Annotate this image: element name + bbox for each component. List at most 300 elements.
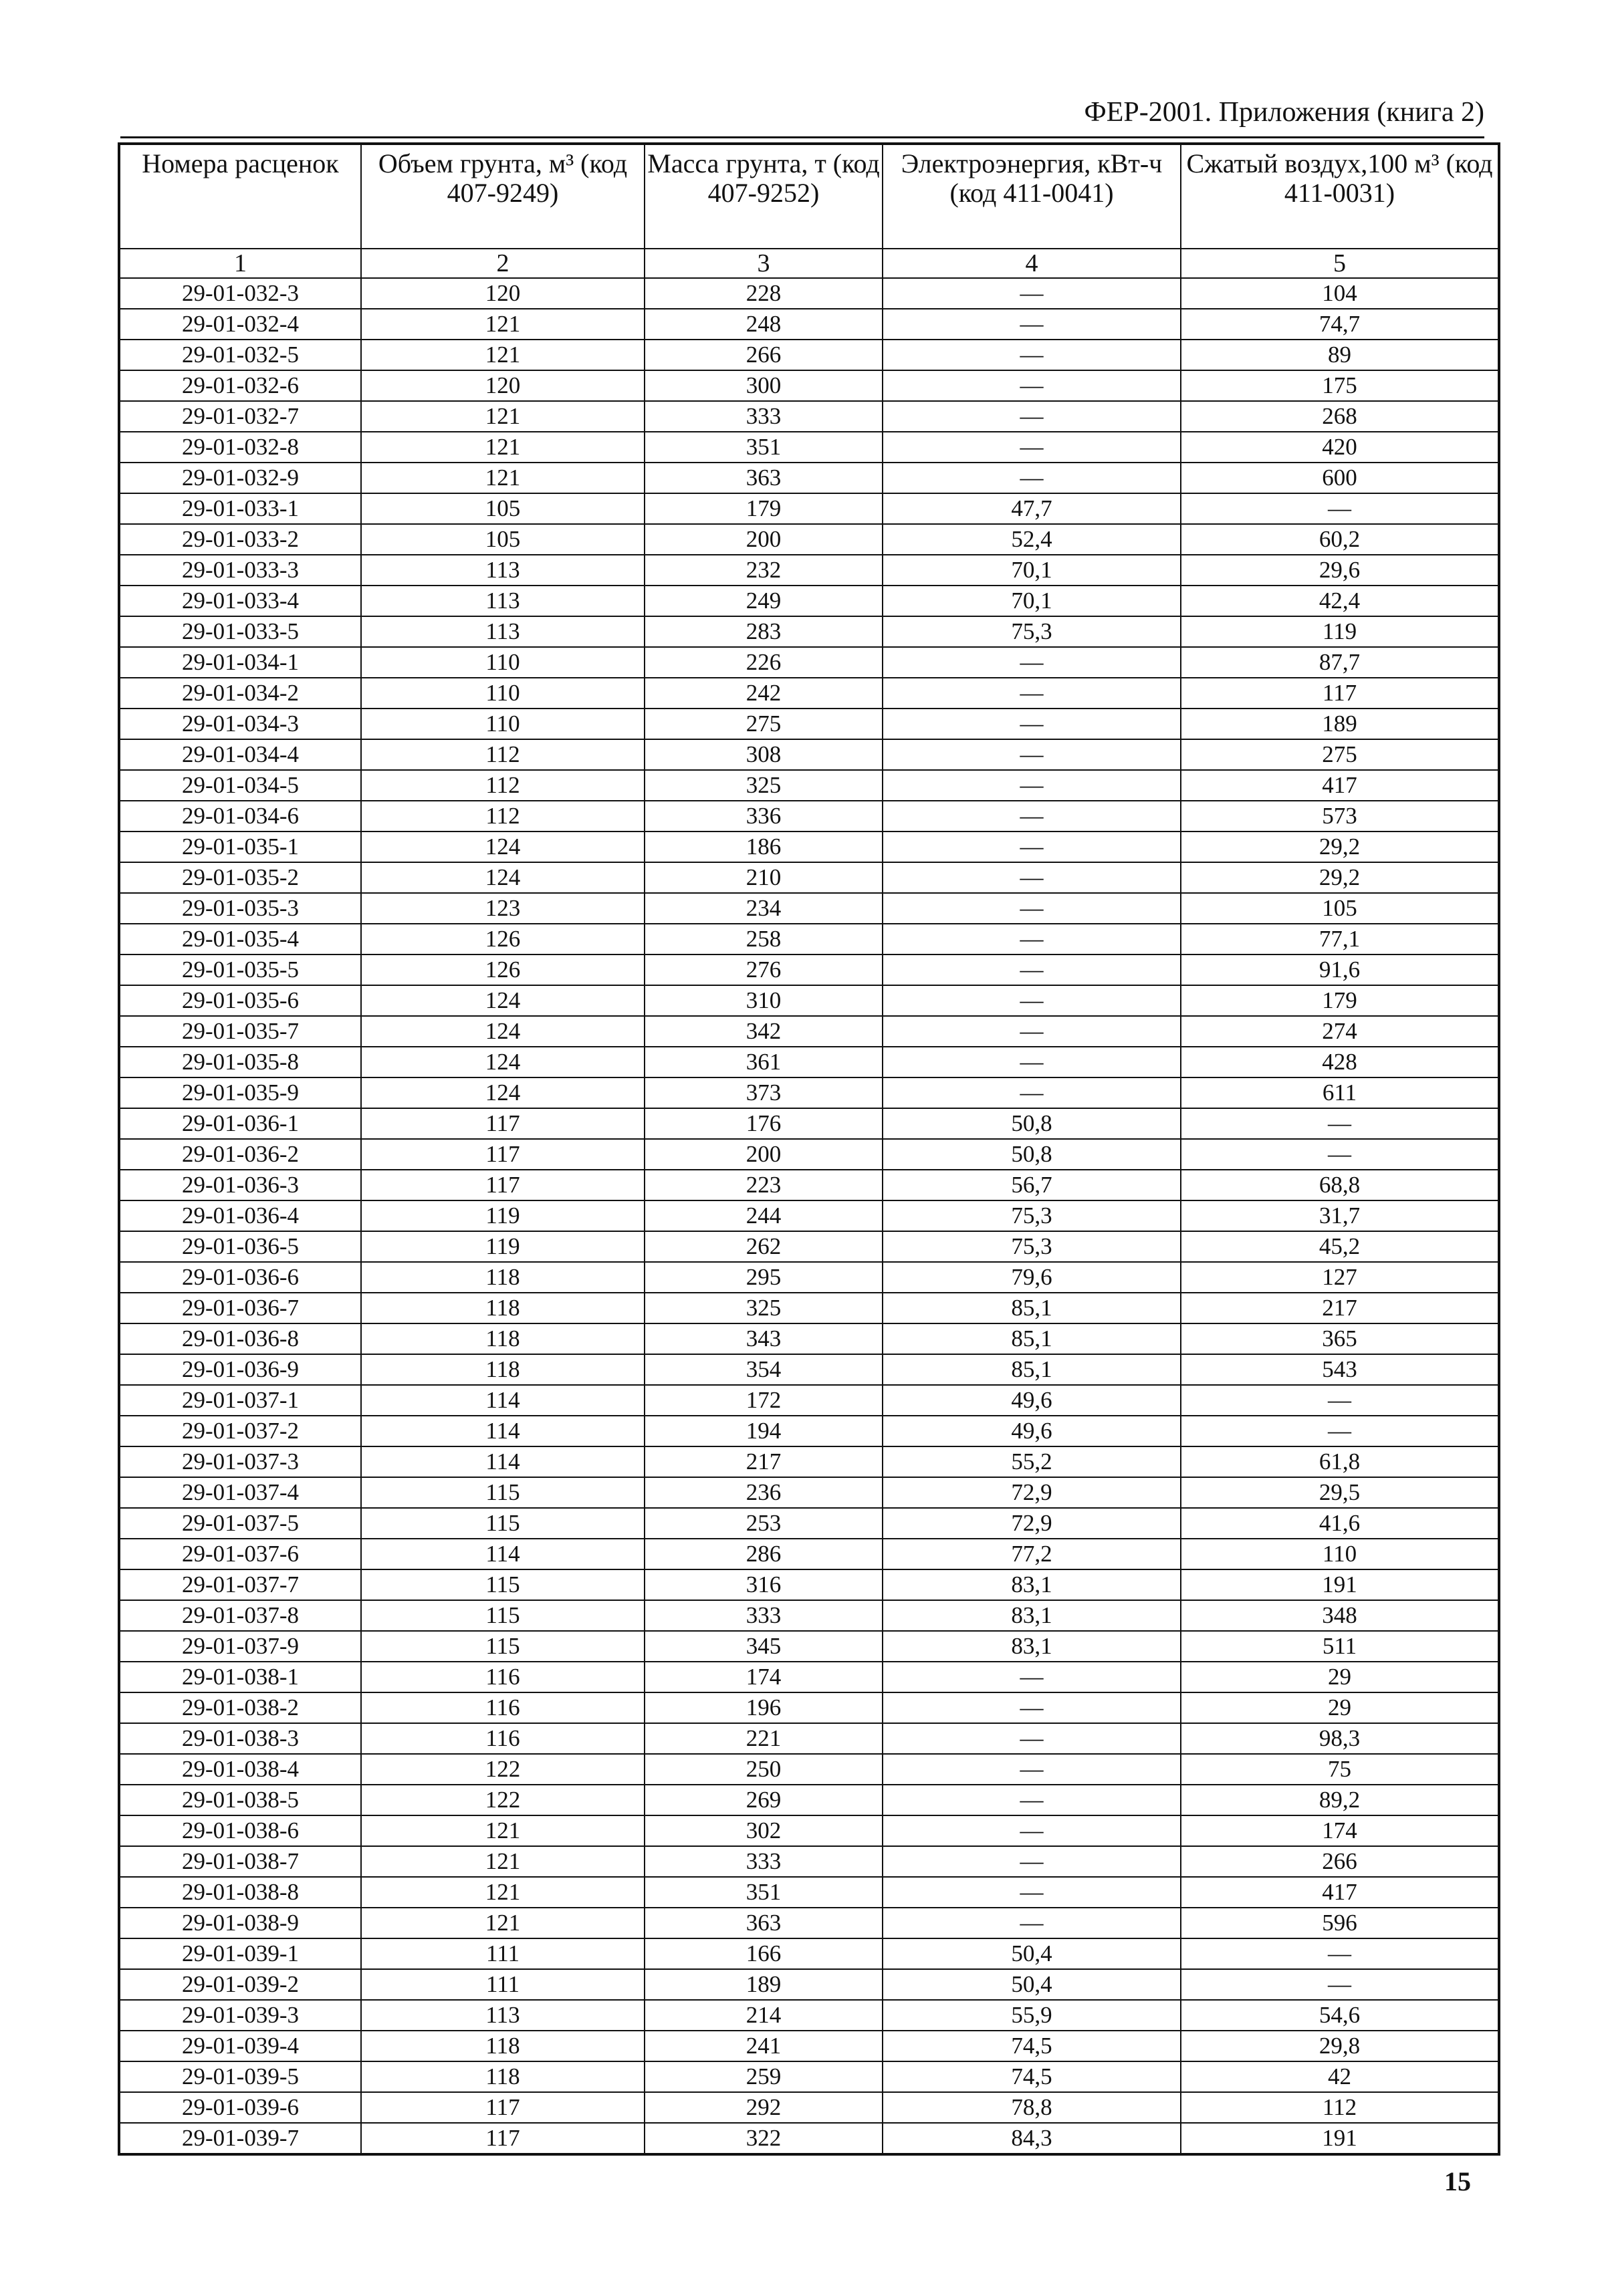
rate-code-cell: 29-01-038-6 <box>119 1815 361 1846</box>
table-row <box>119 678 1499 709</box>
soil-mass-cell: 248 <box>645 309 883 340</box>
soil-mass-cell: 200 <box>645 1139 883 1170</box>
electricity-cell: — <box>883 954 1181 985</box>
table-row <box>119 862 1499 893</box>
compressed-air-cell: 41,6 <box>1181 1508 1499 1539</box>
electricity-cell: — <box>883 1692 1181 1723</box>
compressed-air-cell: 127 <box>1181 1262 1499 1293</box>
soil-mass-cell: 172 <box>645 1385 883 1416</box>
soil-volume-cell: 118 <box>361 1262 645 1293</box>
soil-volume-cell: 121 <box>361 340 645 370</box>
soil-mass-cell: 262 <box>645 1231 883 1262</box>
electricity-cell: 49,6 <box>883 1416 1181 1446</box>
compressed-air-cell: — <box>1181 1969 1499 2000</box>
compressed-air-cell: 98,3 <box>1181 1723 1499 1754</box>
compressed-air-cell: 74,7 <box>1181 309 1499 340</box>
table-row <box>119 770 1499 801</box>
table-row <box>119 1477 1499 1508</box>
compressed-air-cell: 511 <box>1181 1631 1499 1662</box>
compressed-air-cell: — <box>1181 1139 1499 1170</box>
table-row <box>119 432 1499 463</box>
rate-code-cell: 29-01-037-1 <box>119 1385 361 1416</box>
compressed-air-cell: 89,2 <box>1181 1785 1499 1815</box>
rate-code-cell: 29-01-038-7 <box>119 1846 361 1877</box>
table-row <box>119 1262 1499 1293</box>
electricity-cell: 49,6 <box>883 1385 1181 1416</box>
table-row <box>119 1385 1499 1416</box>
compressed-air-cell: — <box>1181 1385 1499 1416</box>
soil-volume-cell: 124 <box>361 985 645 1016</box>
rate-code-cell: 29-01-037-5 <box>119 1508 361 1539</box>
compressed-air-cell: 29,5 <box>1181 1477 1499 1508</box>
header-rate-numbers: Номера расценок <box>119 144 361 249</box>
soil-mass-cell: 200 <box>645 524 883 555</box>
soil-mass-cell: 196 <box>645 1692 883 1723</box>
rate-code-cell: 29-01-034-3 <box>119 709 361 739</box>
soil-mass-cell: 325 <box>645 770 883 801</box>
compressed-air-cell: 274 <box>1181 1016 1499 1047</box>
soil-volume-cell: 124 <box>361 1016 645 1047</box>
rate-code-cell: 29-01-039-1 <box>119 1938 361 1969</box>
soil-mass-cell: 236 <box>645 1477 883 1508</box>
soil-mass-cell: 275 <box>645 709 883 739</box>
rate-code-cell: 29-01-032-6 <box>119 370 361 401</box>
electricity-cell: — <box>883 1047 1181 1077</box>
table-row <box>119 893 1499 924</box>
rate-code-cell: 29-01-039-6 <box>119 2092 361 2123</box>
soil-volume-cell: 116 <box>361 1662 645 1692</box>
soil-volume-cell: 118 <box>361 1323 645 1354</box>
rate-code-cell: 29-01-033-2 <box>119 524 361 555</box>
table-row <box>119 401 1499 432</box>
soil-mass-cell: 223 <box>645 1170 883 1200</box>
table-row <box>119 832 1499 862</box>
header-compressed-air: Сжатый воздух,100 м³ (код 411-0031) <box>1181 144 1499 249</box>
electricity-cell: 85,1 <box>883 1293 1181 1323</box>
electricity-cell: — <box>883 1077 1181 1108</box>
table-row <box>119 493 1499 524</box>
soil-volume-cell: 110 <box>361 647 645 678</box>
rate-code-cell: 29-01-036-4 <box>119 1200 361 1231</box>
header-title: ФЕР-2001. Приложения (книга 2) <box>1084 97 1484 128</box>
rate-code-cell: 29-01-032-7 <box>119 401 361 432</box>
rate-code-cell: 29-01-036-1 <box>119 1108 361 1139</box>
compressed-air-cell: 428 <box>1181 1047 1499 1077</box>
electricity-cell: — <box>883 432 1181 463</box>
rate-code-cell: 29-01-036-6 <box>119 1262 361 1293</box>
table-row <box>119 1170 1499 1200</box>
table-row <box>119 1631 1499 1662</box>
table-row <box>119 1231 1499 1262</box>
soil-mass-cell: 286 <box>645 1539 883 1569</box>
table-row <box>119 555 1499 586</box>
compressed-air-cell: 117 <box>1181 678 1499 709</box>
table-row <box>119 1723 1499 1754</box>
compressed-air-cell: 42,4 <box>1181 586 1499 616</box>
soil-mass-cell: 249 <box>645 586 883 616</box>
soil-volume-cell: 115 <box>361 1508 645 1539</box>
electricity-cell: — <box>883 862 1181 893</box>
rate-code-cell: 29-01-037-9 <box>119 1631 361 1662</box>
soil-volume-cell: 121 <box>361 432 645 463</box>
electricity-cell: — <box>883 832 1181 862</box>
compressed-air-cell: — <box>1181 1416 1499 1446</box>
electricity-cell: 77,2 <box>883 1539 1181 1569</box>
rate-code-cell: 29-01-032-3 <box>119 278 361 309</box>
soil-mass-cell: 234 <box>645 893 883 924</box>
compressed-air-cell: 275 <box>1181 739 1499 770</box>
header-electricity: Электроэнергия, кВт-ч (код 411-0041) <box>883 144 1181 249</box>
electricity-cell: — <box>883 893 1181 924</box>
electricity-cell: 74,5 <box>883 2031 1181 2061</box>
compressed-air-cell: 191 <box>1181 2123 1499 2154</box>
table-row <box>119 370 1499 401</box>
soil-mass-cell: 189 <box>645 1969 883 2000</box>
soil-volume-cell: 121 <box>361 1815 645 1846</box>
table-row <box>119 340 1499 370</box>
table-row <box>119 1908 1499 1938</box>
table-row <box>119 1354 1499 1385</box>
electricity-cell: — <box>883 647 1181 678</box>
electricity-cell: 72,9 <box>883 1477 1181 1508</box>
rate-code-cell: 29-01-037-7 <box>119 1569 361 1600</box>
soil-mass-cell: 210 <box>645 862 883 893</box>
compressed-air-cell: 29,2 <box>1181 832 1499 862</box>
table-row <box>119 1877 1499 1908</box>
electricity-cell: — <box>883 709 1181 739</box>
soil-mass-cell: 214 <box>645 2000 883 2031</box>
soil-volume-cell: 118 <box>361 1354 645 1385</box>
soil-volume-cell: 126 <box>361 924 645 954</box>
soil-volume-cell: 117 <box>361 2123 645 2154</box>
compressed-air-cell: 119 <box>1181 616 1499 647</box>
soil-mass-cell: 316 <box>645 1569 883 1600</box>
table-row <box>119 524 1499 555</box>
rate-code-cell: 29-01-039-3 <box>119 2000 361 2031</box>
column-number: 1 <box>119 249 361 278</box>
compressed-air-cell: 417 <box>1181 770 1499 801</box>
rate-code-cell: 29-01-036-7 <box>119 1293 361 1323</box>
soil-volume-cell: 122 <box>361 1754 645 1785</box>
electricity-cell: 84,3 <box>883 2123 1181 2154</box>
soil-volume-cell: 120 <box>361 370 645 401</box>
compressed-air-cell: 31,7 <box>1181 1200 1499 1231</box>
compressed-air-cell: 61,8 <box>1181 1446 1499 1477</box>
soil-volume-cell: 105 <box>361 493 645 524</box>
rate-code-cell: 29-01-035-1 <box>119 832 361 862</box>
table-row <box>119 1323 1499 1354</box>
rate-code-cell: 29-01-035-7 <box>119 1016 361 1047</box>
electricity-cell: — <box>883 1785 1181 1815</box>
table-row <box>119 709 1499 739</box>
soil-mass-cell: 308 <box>645 739 883 770</box>
table-row <box>119 1200 1499 1231</box>
soil-volume-cell: 124 <box>361 1047 645 1077</box>
soil-volume-cell: 126 <box>361 954 645 985</box>
table-row <box>119 1508 1499 1539</box>
compressed-air-cell: 217 <box>1181 1293 1499 1323</box>
soil-volume-cell: 111 <box>361 1938 645 1969</box>
electricity-cell: 50,8 <box>883 1108 1181 1139</box>
electricity-cell: 50,8 <box>883 1139 1181 1170</box>
soil-mass-cell: 176 <box>645 1108 883 1139</box>
soil-volume-cell: 116 <box>361 1692 645 1723</box>
soil-volume-cell: 123 <box>361 893 645 924</box>
compressed-air-cell: 87,7 <box>1181 647 1499 678</box>
table-row <box>119 2000 1499 2031</box>
table-row <box>119 1815 1499 1846</box>
compressed-air-cell: 45,2 <box>1181 1231 1499 1262</box>
compressed-air-cell: 75 <box>1181 1754 1499 1785</box>
rate-code-cell: 29-01-033-1 <box>119 493 361 524</box>
soil-volume-cell: 105 <box>361 524 645 555</box>
rate-code-cell: 29-01-038-5 <box>119 1785 361 1815</box>
electricity-cell: 70,1 <box>883 555 1181 586</box>
rate-code-cell: 29-01-039-5 <box>119 2061 361 2092</box>
electricity-cell: 85,1 <box>883 1323 1181 1354</box>
rate-code-cell: 29-01-039-4 <box>119 2031 361 2061</box>
compressed-air-cell: 89 <box>1181 340 1499 370</box>
soil-volume-cell: 113 <box>361 2000 645 2031</box>
rate-code-cell: 29-01-035-2 <box>119 862 361 893</box>
rate-code-cell: 29-01-039-7 <box>119 2123 361 2154</box>
electricity-cell: 70,1 <box>883 586 1181 616</box>
soil-volume-cell: 114 <box>361 1446 645 1477</box>
compressed-air-cell: 104 <box>1181 278 1499 309</box>
compressed-air-cell: 268 <box>1181 401 1499 432</box>
electricity-cell: 52,4 <box>883 524 1181 555</box>
soil-volume-cell: 124 <box>361 862 645 893</box>
column-number: 2 <box>361 249 645 278</box>
electricity-cell: 78,8 <box>883 2092 1181 2123</box>
rate-code-cell: 29-01-038-8 <box>119 1877 361 1908</box>
table-row <box>119 1754 1499 1785</box>
soil-mass-cell: 244 <box>645 1200 883 1231</box>
soil-mass-cell: 300 <box>645 370 883 401</box>
soil-mass-cell: 241 <box>645 2031 883 2061</box>
compressed-air-cell: 29 <box>1181 1662 1499 1692</box>
table-row <box>119 1293 1499 1323</box>
electricity-cell: — <box>883 1754 1181 1785</box>
soil-mass-cell: 259 <box>645 2061 883 2092</box>
soil-volume-cell: 113 <box>361 586 645 616</box>
soil-mass-cell: 221 <box>645 1723 883 1754</box>
table-row <box>119 1600 1499 1631</box>
header-soil-mass: Масса грунта, т (код 407-9252) <box>645 144 883 249</box>
compressed-air-cell: 174 <box>1181 1815 1499 1846</box>
soil-volume-cell: 115 <box>361 1569 645 1600</box>
compressed-air-cell: 29 <box>1181 1692 1499 1723</box>
rate-code-cell: 29-01-035-4 <box>119 924 361 954</box>
table-row <box>119 954 1499 985</box>
column-number-row <box>119 249 1499 278</box>
soil-volume-cell: 121 <box>361 463 645 493</box>
soil-volume-cell: 118 <box>361 2061 645 2092</box>
table-row <box>119 1785 1499 1815</box>
compressed-air-cell: 29,2 <box>1181 862 1499 893</box>
page-header <box>120 92 1484 138</box>
soil-volume-cell: 110 <box>361 678 645 709</box>
electricity-cell: — <box>883 340 1181 370</box>
soil-volume-cell: 117 <box>361 2092 645 2123</box>
rate-code-cell: 29-01-035-6 <box>119 985 361 1016</box>
table-row <box>119 1139 1499 1170</box>
soil-mass-cell: 179 <box>645 493 883 524</box>
electricity-cell: — <box>883 1846 1181 1877</box>
soil-mass-cell: 253 <box>645 1508 883 1539</box>
rate-code-cell: 29-01-036-5 <box>119 1231 361 1262</box>
soil-mass-cell: 295 <box>645 1262 883 1293</box>
soil-mass-cell: 333 <box>645 1600 883 1631</box>
column-number: 3 <box>645 249 883 278</box>
compressed-air-cell: 348 <box>1181 1600 1499 1631</box>
rate-code-cell: 29-01-038-1 <box>119 1662 361 1692</box>
soil-mass-cell: 363 <box>645 463 883 493</box>
soil-volume-cell: 121 <box>361 401 645 432</box>
soil-volume-cell: 110 <box>361 709 645 739</box>
soil-mass-cell: 354 <box>645 1354 883 1385</box>
table-row <box>119 1569 1499 1600</box>
soil-volume-cell: 122 <box>361 1785 645 1815</box>
compressed-air-cell: 417 <box>1181 1877 1499 1908</box>
electricity-cell: 85,1 <box>883 1354 1181 1385</box>
compressed-air-cell: 365 <box>1181 1323 1499 1354</box>
rate-code-cell: 29-01-034-5 <box>119 770 361 801</box>
column-number: 4 <box>883 249 1181 278</box>
electricity-cell: 75,3 <box>883 616 1181 647</box>
header-soil-volume: Объем грунта, м³ (код 407-9249) <box>361 144 645 249</box>
rate-code-cell: 29-01-038-4 <box>119 1754 361 1785</box>
table-row <box>119 2031 1499 2061</box>
soil-mass-cell: 363 <box>645 1908 883 1938</box>
soil-mass-cell: 325 <box>645 1293 883 1323</box>
soil-mass-cell: 226 <box>645 647 883 678</box>
table-row <box>119 616 1499 647</box>
rate-code-cell: 29-01-034-4 <box>119 739 361 770</box>
soil-volume-cell: 119 <box>361 1200 645 1231</box>
soil-volume-cell: 115 <box>361 1631 645 1662</box>
compressed-air-cell: 420 <box>1181 432 1499 463</box>
compressed-air-cell: 175 <box>1181 370 1499 401</box>
compressed-air-cell: 112 <box>1181 2092 1499 2123</box>
rate-code-cell: 29-01-038-2 <box>119 1692 361 1723</box>
rate-code-cell: 29-01-036-3 <box>119 1170 361 1200</box>
compressed-air-cell: 189 <box>1181 709 1499 739</box>
soil-volume-cell: 124 <box>361 832 645 862</box>
rate-code-cell: 29-01-036-9 <box>119 1354 361 1385</box>
rate-code-cell: 29-01-035-9 <box>119 1077 361 1108</box>
soil-mass-cell: 351 <box>645 1877 883 1908</box>
rate-code-cell: 29-01-034-2 <box>119 678 361 709</box>
electricity-cell: 74,5 <box>883 2061 1181 2092</box>
electricity-cell: — <box>883 1662 1181 1692</box>
rate-code-cell: 29-01-038-3 <box>119 1723 361 1754</box>
compressed-air-cell: 60,2 <box>1181 524 1499 555</box>
electricity-cell: — <box>883 985 1181 1016</box>
table-row <box>119 647 1499 678</box>
electricity-cell: — <box>883 1908 1181 1938</box>
compressed-air-cell: 266 <box>1181 1846 1499 1877</box>
rate-code-cell: 29-01-033-5 <box>119 616 361 647</box>
page-number: 15 <box>1444 2166 1471 2196</box>
soil-volume-cell: 115 <box>361 1600 645 1631</box>
soil-mass-cell: 333 <box>645 401 883 432</box>
electricity-cell: — <box>883 678 1181 709</box>
electricity-cell: 83,1 <box>883 1631 1181 1662</box>
soil-volume-cell: 121 <box>361 309 645 340</box>
table-row <box>119 309 1499 340</box>
soil-volume-cell: 113 <box>361 555 645 586</box>
soil-volume-cell: 119 <box>361 1231 645 1262</box>
soil-mass-cell: 322 <box>645 2123 883 2154</box>
compressed-air-cell: 543 <box>1181 1354 1499 1385</box>
soil-mass-cell: 351 <box>645 432 883 463</box>
soil-mass-cell: 343 <box>645 1323 883 1354</box>
resource-table <box>118 142 1500 2156</box>
soil-volume-cell: 117 <box>361 1170 645 1200</box>
compressed-air-cell: 600 <box>1181 463 1499 493</box>
compressed-air-cell: 77,1 <box>1181 924 1499 954</box>
compressed-air-cell: 68,8 <box>1181 1170 1499 1200</box>
table-row <box>119 278 1499 309</box>
rate-code-cell: 29-01-037-2 <box>119 1416 361 1446</box>
compressed-air-cell: — <box>1181 1108 1499 1139</box>
rate-code-cell: 29-01-037-4 <box>119 1477 361 1508</box>
soil-volume-cell: 117 <box>361 1139 645 1170</box>
soil-volume-cell: 120 <box>361 278 645 309</box>
soil-volume-cell: 111 <box>361 1969 645 2000</box>
table-row <box>119 1662 1499 1692</box>
electricity-cell: 55,9 <box>883 2000 1181 2031</box>
soil-volume-cell: 124 <box>361 1077 645 1108</box>
compressed-air-cell: 42 <box>1181 2061 1499 2092</box>
table-row <box>119 1047 1499 1077</box>
soil-mass-cell: 217 <box>645 1446 883 1477</box>
compressed-air-cell: — <box>1181 493 1499 524</box>
table-row <box>119 2123 1499 2154</box>
rate-code-cell: 29-01-033-3 <box>119 555 361 586</box>
rate-code-cell: 29-01-032-9 <box>119 463 361 493</box>
compressed-air-cell: 105 <box>1181 893 1499 924</box>
compressed-air-cell: 179 <box>1181 985 1499 1016</box>
electricity-cell: — <box>883 801 1181 832</box>
compressed-air-cell: 573 <box>1181 801 1499 832</box>
table-row <box>119 924 1499 954</box>
electricity-cell: 79,6 <box>883 1262 1181 1293</box>
electricity-cell: 83,1 <box>883 1569 1181 1600</box>
table-row <box>119 1969 1499 2000</box>
soil-mass-cell: 373 <box>645 1077 883 1108</box>
table-row <box>119 1108 1499 1139</box>
electricity-cell: — <box>883 1877 1181 1908</box>
rate-code-cell: 29-01-037-8 <box>119 1600 361 1631</box>
soil-volume-cell: 114 <box>361 1539 645 1569</box>
electricity-cell: — <box>883 924 1181 954</box>
electricity-cell: — <box>883 1815 1181 1846</box>
soil-mass-cell: 266 <box>645 340 883 370</box>
electricity-cell: 56,7 <box>883 1170 1181 1200</box>
soil-volume-cell: 121 <box>361 1877 645 1908</box>
soil-mass-cell: 228 <box>645 278 883 309</box>
rate-code-cell: 29-01-035-5 <box>119 954 361 985</box>
electricity-cell: 50,4 <box>883 1969 1181 2000</box>
table-row <box>119 801 1499 832</box>
compressed-air-cell: 54,6 <box>1181 2000 1499 2031</box>
soil-mass-cell: 276 <box>645 954 883 985</box>
table-row <box>119 1692 1499 1723</box>
electricity-cell: 72,9 <box>883 1508 1181 1539</box>
compressed-air-cell: — <box>1181 1938 1499 1969</box>
